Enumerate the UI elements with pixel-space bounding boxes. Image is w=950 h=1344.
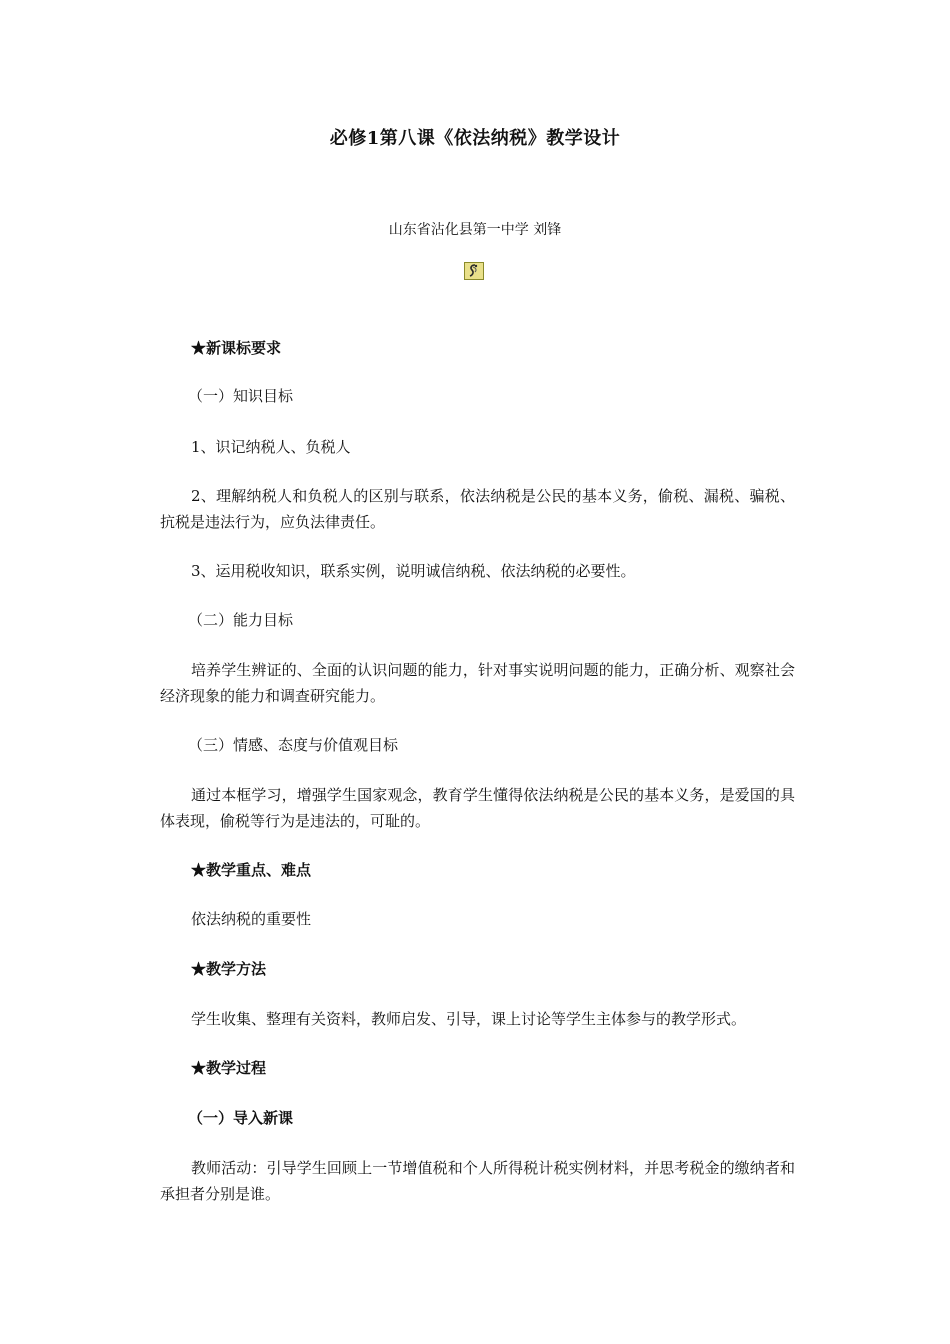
- subheading-emotion-goals: （三）情感、态度与价值观目标: [188, 736, 399, 754]
- emotion-goals-text: 通过本框学习，增强学生国家观念，教育学生懂得依法纳税是公民的基本义务，是爱国的具体表现，偷税等行为是违法的，可耻的。: [160, 786, 795, 830]
- section-heading-process: ★教学过程: [191, 1059, 267, 1077]
- ability-goals-text: 培养学生辨证的、全面的认识问题的能力，针对事实说明问题的能力，正确分析、观察社会经济现象的能力和调查研究能力。: [160, 661, 795, 705]
- knowledge-item-2: 2、理解纳税人和负税人的区别与联系，依法纳税是公民的基本义务，偷税、漏税、骗税、抗税是违法行为，应负法律责任。: [160, 487, 795, 531]
- document-author: 山东省沾化县第一中学 刘锋: [388, 222, 562, 238]
- inserted-object-icon: [464, 262, 484, 280]
- subheading-ability-goals: （二）能力目标: [188, 611, 294, 629]
- subheading-knowledge-goals: （一）知识目标: [188, 387, 294, 405]
- knowledge-item-1: 1、识记纳税人、负税人: [191, 438, 351, 456]
- section-heading-keypoints: ★教学重点、难点: [191, 861, 312, 879]
- intro-text: 教师活动：引导学生回顾上一节增值税和个人所得税计税实例材料，并思考税金的缴纳者和承担者分别是谁。: [160, 1159, 795, 1203]
- document-title: 必修1第八课《依法纳税》教学设计: [329, 128, 621, 149]
- section-heading-method: ★教学方法: [191, 960, 267, 978]
- keypoints-text: 依法纳税的重要性: [191, 910, 312, 928]
- knowledge-item-3: 3、运用税收知识，联系实例，说明诚信纳税、依法纳税的必要性。: [191, 562, 636, 580]
- section-heading-curriculum: ★新课标要求: [191, 339, 282, 357]
- subheading-intro: （一）导入新课: [188, 1109, 294, 1127]
- method-text: 学生收集、整理有关资料，教师启发、引导，课上讨论等学生主体参与的教学形式。: [191, 1010, 747, 1028]
